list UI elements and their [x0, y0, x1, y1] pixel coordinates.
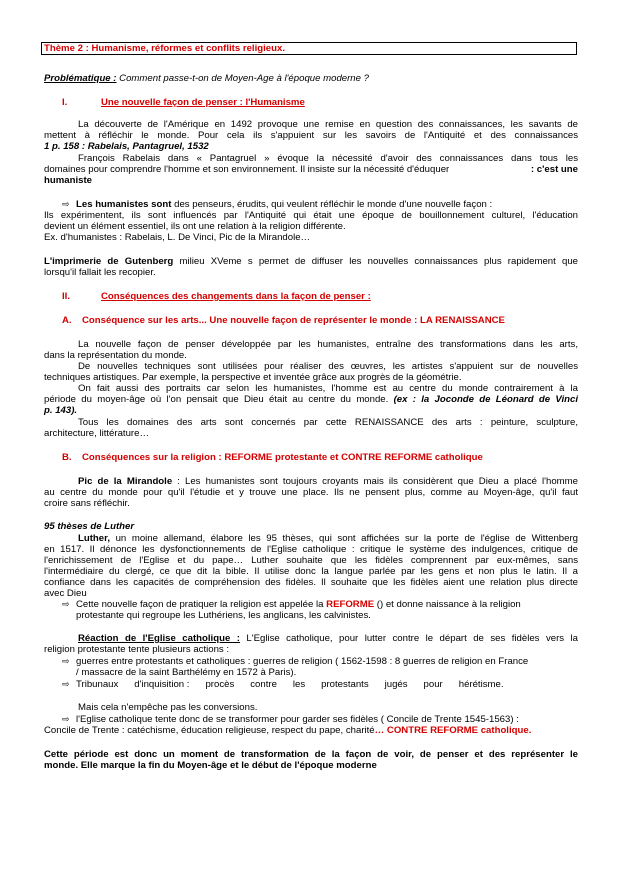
sA-p1-line1: La nouvelle façon de penser développée par les humanistes, entraîne des transformations dans les arts,	[78, 339, 578, 350]
sB-contre-reforme: … CONTRE REFORME catholique.	[374, 725, 532, 736]
sB-guerres-line2: / massacre de la saint Barthélémy en 1572 à Paris).	[76, 667, 297, 678]
sB-luther-line4: l'intermédiaire du clergé, ce que dit la bible. Il utilise donc la langue parlée par les gens et non plus le latin. Il a	[44, 566, 578, 577]
sB-guerres-text: guerres entre protestants et catholiques : guerres de religion ( 1562-1598 : 8 guerres de religion en France	[76, 656, 529, 667]
sA-p3-text: période du moyen-âge où l'on pensait que Dieu était au centre du monde.	[44, 394, 394, 405]
s1-p2-bold2: humaniste	[44, 175, 92, 186]
s1-p2-line2	[44, 164, 578, 175]
sB-luther-text: un moine allemand, élabore les 95 thèses, qui sont affichées sur la porte de l'église de Wittenberg	[109, 533, 578, 544]
sB-trente-line2	[44, 725, 531, 736]
conclusion-line1: Cette période est donc un moment de transformation de la façon de voir, de penser et des représenter le	[44, 749, 578, 760]
sA-p4-line2: architecture, littérature…	[44, 428, 150, 439]
sB-tribunaux-text: Tribunaux d'inquisition : procès contre les protestants jugés pour hérétisme.	[76, 679, 504, 690]
sB-reforme-text2: () et donne naissance à la religion	[374, 599, 521, 610]
sA-p2-line1: De nouvelles techniques sont utilisées pour réaliser des œuvres, les artistes s'appuient sur de nouvelles	[78, 361, 578, 372]
sB-guerres-line1	[62, 656, 528, 667]
s1-p1-line2: mettent à réfléchir le monde. Pour cela ils s'appuient sur les savoirs de l'Antiquité et des connaissances	[44, 130, 578, 141]
theme-title: Thème 2 : Humanisme, réformes et conflits religieux.	[44, 43, 285, 54]
arrow-right-icon: ⇨	[62, 714, 70, 724]
s1-p3-line4: Ex. d'humanistes : Rabelais, L. De Vinci, Pic de la Mirandole…	[44, 232, 311, 243]
sA-p1-line2: dans la représentation du monde.	[44, 350, 187, 361]
sectionA-letter: A.	[62, 315, 72, 326]
s1-p4-line1	[44, 256, 578, 267]
s1-p1-line1: La découverte de l'Amérique en 1492 provoque une remise en question des connaissances, les savants de	[78, 119, 578, 130]
problematique-label: Problématique :	[44, 73, 117, 84]
sB-reforme-word: REFORME	[326, 599, 375, 610]
sB-luther-line3: l'enrichissement de l'Eglise et du pape… Luther souhaite que les fidèles comprennent par eux-mêmes, sans	[44, 555, 578, 566]
sB-reaction-line1	[78, 633, 578, 644]
s1-p3-bold: Les humanistes sont	[76, 199, 172, 210]
sB-pic-text: : Les humanistes sont toujours croyants mais ils considèrent que Dieu a placé l'homme	[172, 476, 578, 487]
sB-luther-line6: avec Dieu	[44, 588, 87, 599]
sA-p2-line2: techniques artistiques. Par exemple, la perspective et inventée grâce aux progrès de la géométrie.	[44, 372, 462, 383]
s1-p2-line2-text: domaines pour comprendre l'homme et son environnement. Il insiste sur la nécessité d'éduquer	[44, 164, 450, 175]
s1-p3-text: des penseurs, érudits, qui veulent réfléchir le monde d'une nouvelle façon :	[171, 199, 493, 210]
s1-p4-line2: lorsqu'il fallait les recopier.	[44, 267, 156, 278]
s1-p3-line2: Ils expérimentent, ils sont influencés par l'Antiquité qui était une époque de bouillonnement culturel, l'éducation	[44, 210, 578, 221]
s1-p3-line1	[62, 199, 492, 210]
problematique	[44, 73, 369, 84]
sB-luther-line5: confiance dans les capacités de compréhension des fidèles. Il souhaite que les fidèles aient une relation plus directe	[44, 577, 578, 588]
section2-number: II.	[62, 291, 70, 302]
sectionA-title: Conséquence sur les arts... Une nouvelle façon de représenter le monde : LA RENAISSANCE	[82, 315, 505, 326]
s1-p3-line3: devient un élément essentiel, ils ont une relation à la religion différente.	[44, 221, 346, 232]
sA-p4-line1: Tous les domaines des arts sont concernés par cette RENAISSANCE des arts : peinture, sculpture,	[78, 417, 578, 428]
s1-p2-line1: François Rabelais dans « Pantagruel » évoque la nécessité d'avoir des connaissances dans tous les	[78, 153, 578, 164]
arrow-right-icon: ⇨	[62, 656, 70, 666]
sB-reforme-line2: protestante qui regroupe les Luthériens, les anglicans, les calvinistes.	[76, 610, 371, 621]
sB-luther-line1	[78, 533, 578, 544]
sB-luther-bold: Luther,	[78, 533, 110, 544]
sB-conversions: Mais cela n'empêche pas les conversions.	[78, 702, 258, 713]
section2-title: Conséquences des changements dans la façon de penser :	[101, 291, 371, 302]
sB-luther-line2: en 1517. Il dénonce les dysfonctionnements de l'Eglise catholique : critique le système des indulgences, critique de	[44, 544, 578, 555]
sectionB-title: Conséquences sur la religion : REFORME protestante et CONTRE REFORME catholique	[82, 452, 483, 463]
problematique-text: Comment passe-t-on de Moyen-Age à l'époque moderne ?	[116, 73, 369, 84]
sB-trente-text: l'Eglise catholique tente donc de se transformer pour garder ses fidèles ( Concile de Trente 1545-1563) :	[76, 714, 519, 725]
s1-p2-bold1: : c'est une	[530, 164, 578, 175]
sB-pic-bold: Pic de la Mirandole	[78, 476, 173, 487]
sB-pic-line2: au centre du monde pour qu'il l'étudie et y trouve une place. Ils ne pensent plus, comme au Moyen-âge, qu'il faut	[44, 487, 578, 498]
sB-tribunaux-line	[62, 679, 504, 690]
sB-reaction-title: Réaction de l'Eglise catholique :	[78, 633, 240, 644]
sA-p3-line2	[44, 394, 578, 405]
arrow-right-icon: ⇨	[62, 679, 70, 689]
sB-pic-line1	[78, 476, 578, 487]
sB-reforme-line1	[62, 599, 521, 610]
sB-pic-line3: croire sans réfléchir.	[44, 498, 130, 509]
s1-ref: 1 p. 158 : Rabelais, Pantagruel, 1532	[44, 141, 209, 152]
arrow-right-icon: ⇨	[62, 199, 70, 209]
sB-trente-line1	[62, 714, 519, 725]
s1-p4-bold: L'imprimerie de Gutenberg	[44, 256, 174, 267]
sB-reaction-line2: religion protestante tente plusieurs actions :	[44, 644, 230, 655]
sA-p3-line1: On fait aussi des portraits car selon les humanistes, l'homme est au centre du monde contrairement à la	[78, 383, 578, 394]
sectionB-letter: B.	[62, 452, 72, 463]
sB-theses-heading: 95 thèses de Luther	[44, 521, 135, 532]
section1-number: I.	[62, 97, 68, 108]
sA-p3-example-page: p. 143).	[44, 405, 78, 416]
conclusion-line2: monde. Elle marque la fin du Moyen-âge et le début de l'époque moderne	[44, 760, 377, 771]
sA-p3-example: (ex : la Joconde de Léonard de Vinci	[393, 394, 578, 405]
section1-title: Une nouvelle façon de penser : l'Humanisme	[101, 97, 305, 108]
sB-reaction-text: L'Eglise catholique, pour lutter contre le départ de ses fidèles vers la	[239, 633, 579, 644]
sB-trente-text2: Concile de Trente : catéchisme, éducation religieuse, respect du pape, charité	[44, 725, 375, 736]
sB-reforme-text: Cette nouvelle façon de pratiquer la religion est appelée la	[76, 599, 327, 610]
arrow-right-icon: ⇨	[62, 599, 70, 609]
s1-p4-text: milieu XVeme s permet de diffuser les nouvelles connaissances plus rapidement que	[173, 256, 578, 267]
